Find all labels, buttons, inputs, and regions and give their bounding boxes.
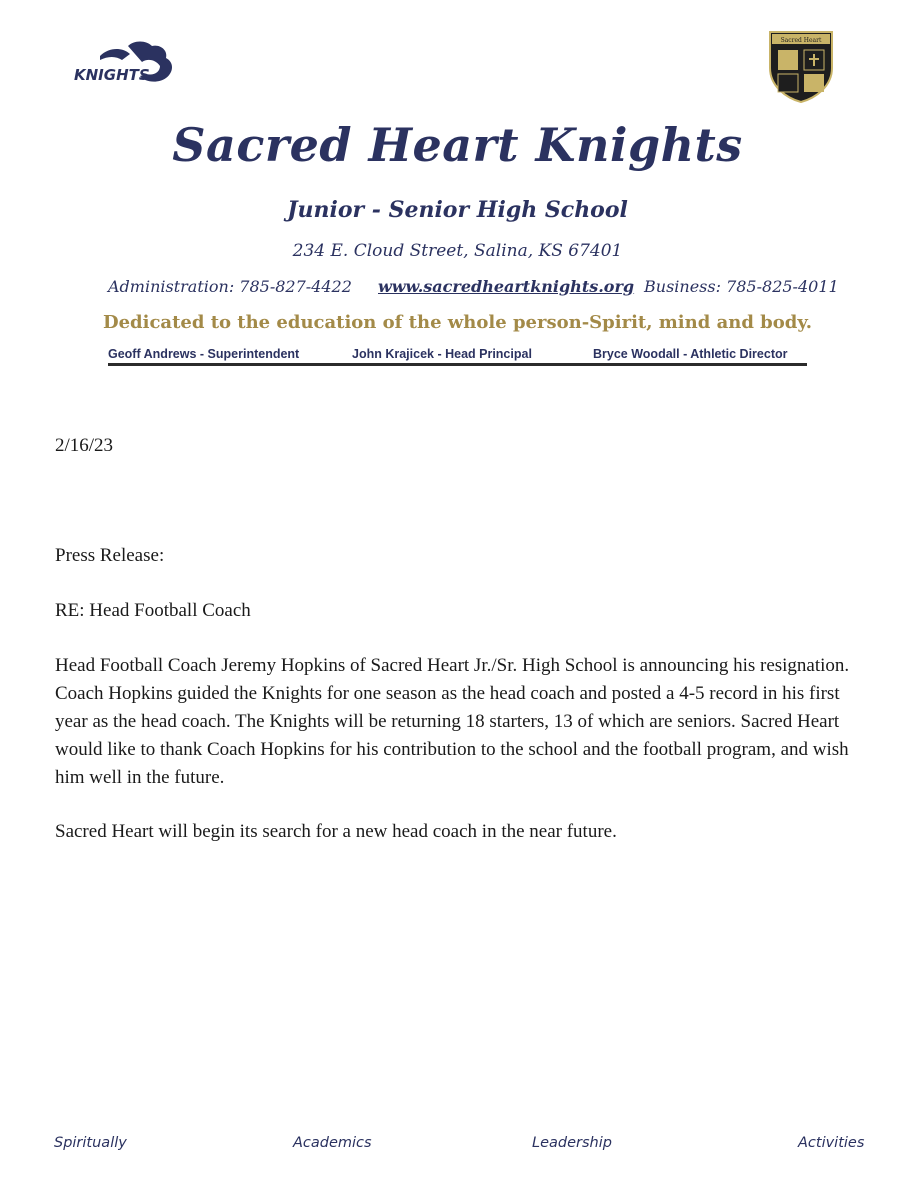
footer-item-activities: Activities (798, 1135, 865, 1151)
header-divider (108, 363, 807, 366)
school-motto: Dedicated to the education of the whole person-Spirit, mind and body. (102, 312, 813, 333)
letter-paragraph: Sacred Heart will begin its search for a new head coach in the near future. (55, 821, 617, 842)
staff-superintendent: Geoff Andrews - Superintendent (108, 347, 300, 361)
school-title: Sacred Heart Knights (172, 118, 743, 172)
school-subtitle: Junior - Senior High School (287, 197, 628, 223)
staff-principal: John Krajicek - Head Principal (352, 347, 532, 361)
svg-text:Sacred Heart: Sacred Heart (780, 37, 822, 44)
staff-athletic-director: Bryce Woodall - Athletic Director (593, 347, 788, 361)
footer-item-academics: Academics (293, 1135, 372, 1151)
school-address: 234 E. Cloud Street, Salina, KS 67401 (292, 241, 623, 261)
letter-paragraph: Head Football Coach Jeremy Hopkins of Sacred Heart Jr./Sr. High School is announcing his resignation. Coach Hopkins guided the Knights for one season as the head coach and posted a 4-5 record in his first year as the head coach. The Knights will be returning 18 starters, 13 of which are seniors. Sacred Heart would like to thank Coach Hopkins for his contribution to the school and the football program, and wish him well in the future. (55, 655, 850, 788)
business-phone: Business: 785-825-4011 (644, 277, 839, 296)
footer-item-spiritually: Spiritually (54, 1135, 127, 1151)
school-crest (766, 28, 836, 104)
letter-re-line: RE: Head Football Coach (55, 600, 251, 621)
administration-phone: Administration: 785-827-4422 (108, 277, 352, 296)
letter-date: 2/16/23 (55, 435, 114, 456)
website-link[interactable]: www.sacredheartknights.org (378, 277, 635, 296)
knights-logo (70, 38, 180, 90)
footer-item-leadership: Leadership (532, 1135, 612, 1151)
letter-heading: Press Release: (55, 545, 165, 566)
svg-text:KNIGHTS: KNIGHTS (74, 66, 150, 84)
